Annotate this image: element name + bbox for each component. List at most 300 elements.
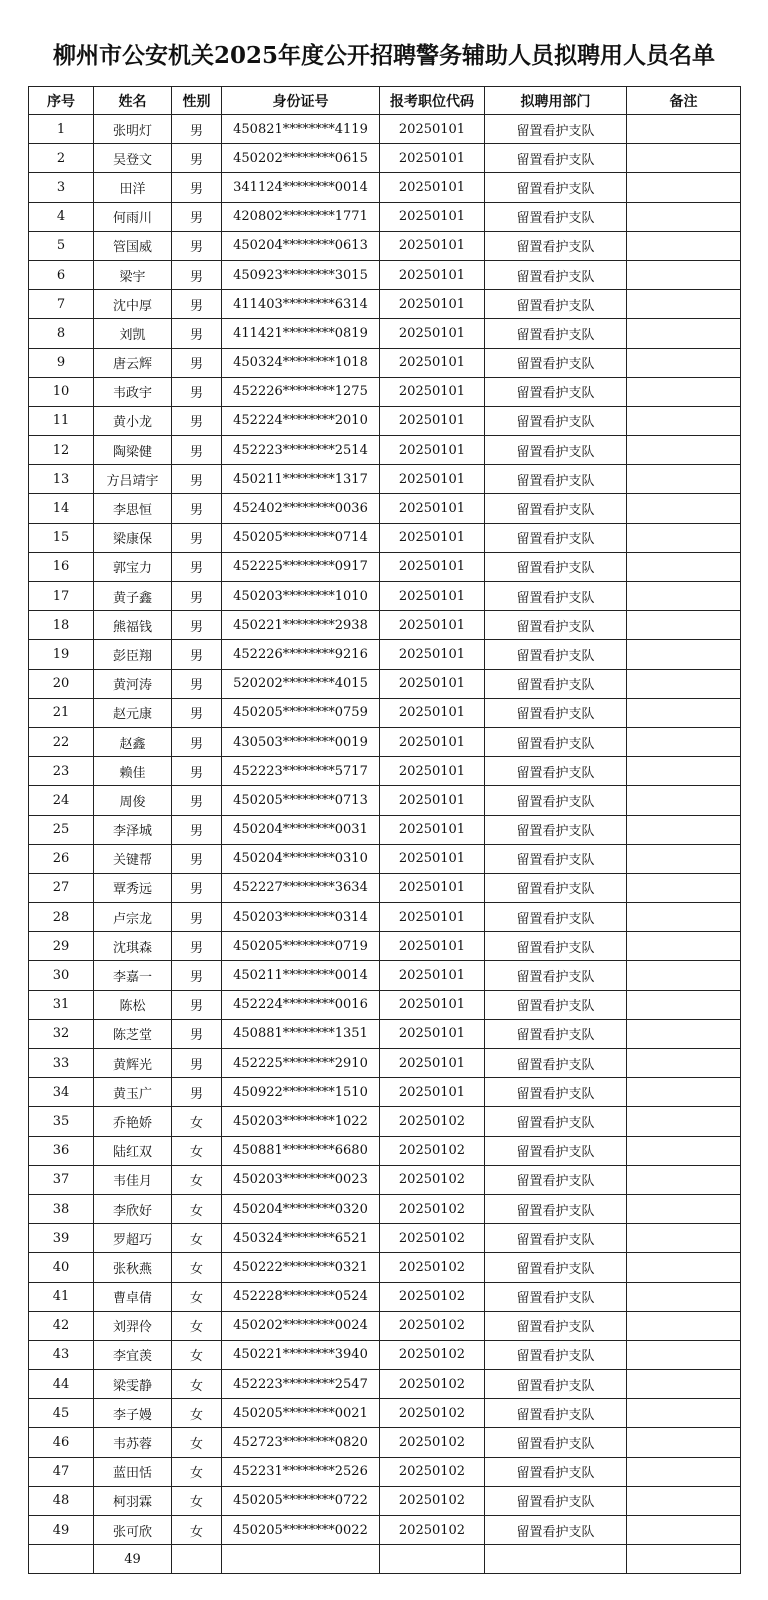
cell-name: 韦政宇 — [94, 377, 172, 406]
cell-no: 37 — [29, 1165, 94, 1194]
cell-no: 46 — [29, 1428, 94, 1457]
cell-dept: 留置看护支队 — [485, 932, 627, 961]
cell-code: 20250101 — [380, 757, 485, 786]
cell-dept: 留置看护支队 — [485, 844, 627, 873]
cell-dept: 留置看护支队 — [485, 698, 627, 727]
cell-code: 20250101 — [380, 260, 485, 289]
cell-dept: 留置看护支队 — [485, 1399, 627, 1428]
cell-no: 10 — [29, 377, 94, 406]
cell-dept: 留置看护支队 — [485, 1311, 627, 1340]
cell-no: 6 — [29, 260, 94, 289]
cell-dept: 留置看护支队 — [485, 1049, 627, 1078]
cell-gender: 女 — [172, 1107, 222, 1136]
cell-no: 15 — [29, 523, 94, 552]
cell-no: 24 — [29, 786, 94, 815]
cell-no: 38 — [29, 1194, 94, 1223]
cell-note — [627, 1399, 741, 1428]
table-row — [29, 377, 741, 406]
cell-note — [627, 406, 741, 435]
cell-no: 35 — [29, 1107, 94, 1136]
cell-note — [627, 1516, 741, 1545]
cell-id: 450202********0615 — [222, 144, 380, 173]
cell-note — [627, 1545, 741, 1574]
cell-gender: 男 — [172, 260, 222, 289]
cell-code: 20250102 — [380, 1282, 485, 1311]
cell-no: 34 — [29, 1078, 94, 1107]
cell-code: 20250101 — [380, 727, 485, 756]
cell-gender: 男 — [172, 932, 222, 961]
cell-code: 20250101 — [380, 202, 485, 231]
cell-id: 452224********2010 — [222, 406, 380, 435]
cell-gender: 男 — [172, 961, 222, 990]
cell-dept: 留置看护支队 — [485, 873, 627, 902]
cell-gender: 女 — [172, 1399, 222, 1428]
cell-gender: 男 — [172, 786, 222, 815]
cell-dept: 留置看护支队 — [485, 757, 627, 786]
cell-gender: 女 — [172, 1282, 222, 1311]
cell-code: 20250102 — [380, 1486, 485, 1515]
table-row — [29, 494, 741, 523]
table-row — [29, 1253, 741, 1282]
cell-no: 36 — [29, 1136, 94, 1165]
cell-no: 22 — [29, 727, 94, 756]
cell-dept: 留置看护支队 — [485, 903, 627, 932]
cell-note — [627, 961, 741, 990]
cell-no: 17 — [29, 582, 94, 611]
table-row — [29, 961, 741, 990]
table-row — [29, 582, 741, 611]
cell-code: 20250102 — [380, 1107, 485, 1136]
cell-gender: 女 — [172, 1224, 222, 1253]
cell-note — [627, 1107, 741, 1136]
table-row — [29, 1370, 741, 1399]
cell-no: 43 — [29, 1340, 94, 1369]
cell-id: 450204********0320 — [222, 1194, 380, 1223]
cell-note — [627, 1194, 741, 1223]
table-row — [29, 1019, 741, 1048]
cell-note — [627, 115, 741, 144]
table-row — [29, 640, 741, 669]
cell-dept: 留置看护支队 — [485, 465, 627, 494]
cell-name: 梁雯静 — [94, 1370, 172, 1399]
cell-gender: 男 — [172, 406, 222, 435]
cell-id: 450204********0613 — [222, 231, 380, 260]
cell-dept: 留置看护支队 — [485, 961, 627, 990]
cell-dept: 留置看护支队 — [485, 669, 627, 698]
cell-dept: 留置看护支队 — [485, 640, 627, 669]
cell-code: 20250102 — [380, 1224, 485, 1253]
cell-id: 450324********1018 — [222, 348, 380, 377]
cell-gender: 男 — [172, 319, 222, 348]
cell-code: 20250101 — [380, 1078, 485, 1107]
cell-name: 梁宇 — [94, 260, 172, 289]
cell-name: 梁康保 — [94, 523, 172, 552]
cell-note — [627, 231, 741, 260]
cell-code: 20250101 — [380, 815, 485, 844]
cell-code: 20250101 — [380, 669, 485, 698]
total-row — [29, 1545, 741, 1574]
table-row — [29, 173, 741, 202]
table-row — [29, 786, 741, 815]
cell-dept — [485, 1545, 627, 1574]
cell-name: 李泽城 — [94, 815, 172, 844]
cell-note — [627, 348, 741, 377]
cell-id: 450204********0031 — [222, 815, 380, 844]
cell-code: 20250101 — [380, 552, 485, 581]
cell-gender — [172, 1545, 222, 1574]
cell-note — [627, 903, 741, 932]
cell-code: 20250101 — [380, 377, 485, 406]
cell-gender: 男 — [172, 231, 222, 260]
cell-no: 25 — [29, 815, 94, 844]
cell-gender: 女 — [172, 1428, 222, 1457]
cell-name: 张明灯 — [94, 115, 172, 144]
cell-no: 39 — [29, 1224, 94, 1253]
cell-name: 周俊 — [94, 786, 172, 815]
cell-id: 450211********1317 — [222, 465, 380, 494]
table-row — [29, 1340, 741, 1369]
cell-code: 20250102 — [380, 1457, 485, 1486]
cell-note — [627, 582, 741, 611]
cell-gender: 男 — [172, 552, 222, 581]
cell-name: 郭宝力 — [94, 552, 172, 581]
cell-dept: 留置看护支队 — [485, 1486, 627, 1515]
cell-dept: 留置看护支队 — [485, 1516, 627, 1545]
cell-gender: 男 — [172, 1019, 222, 1048]
cell-gender: 男 — [172, 290, 222, 319]
table-row — [29, 932, 741, 961]
roster-table — [28, 86, 741, 1574]
cell-id: 452231********2526 — [222, 1457, 380, 1486]
cell-note — [627, 1428, 741, 1457]
cell-note — [627, 786, 741, 815]
cell-no: 21 — [29, 698, 94, 727]
cell-note — [627, 436, 741, 465]
cell-dept: 留置看护支队 — [485, 1457, 627, 1486]
cell-name: 黄河涛 — [94, 669, 172, 698]
cell-dept: 留置看护支队 — [485, 173, 627, 202]
cell-no: 29 — [29, 932, 94, 961]
cell-no: 48 — [29, 1486, 94, 1515]
cell-code: 20250101 — [380, 611, 485, 640]
cell-note — [627, 1370, 741, 1399]
cell-dept: 留置看护支队 — [485, 1136, 627, 1165]
cell-dept: 留置看护支队 — [485, 990, 627, 1019]
cell-gender: 女 — [172, 1486, 222, 1515]
cell-id: 450922********1510 — [222, 1078, 380, 1107]
cell-dept: 留置看护支队 — [485, 231, 627, 260]
cell-code: 20250102 — [380, 1253, 485, 1282]
cell-id: 450203********0023 — [222, 1165, 380, 1194]
cell-code: 20250101 — [380, 523, 485, 552]
cell-code: 20250101 — [380, 290, 485, 319]
cell-dept: 留置看护支队 — [485, 552, 627, 581]
table-row — [29, 465, 741, 494]
table-row — [29, 1224, 741, 1253]
cell-dept: 留置看护支队 — [485, 582, 627, 611]
cell-no — [29, 1545, 94, 1574]
cell-dept: 留置看护支队 — [485, 144, 627, 173]
cell-id: 450204********0310 — [222, 844, 380, 873]
cell-id — [222, 1545, 380, 1574]
cell-id: 450881********6680 — [222, 1136, 380, 1165]
cell-id: 450324********6521 — [222, 1224, 380, 1253]
cell-id: 452223********2514 — [222, 436, 380, 465]
table-row — [29, 757, 741, 786]
cell-note — [627, 1253, 741, 1282]
cell-gender: 女 — [172, 1516, 222, 1545]
cell-no: 40 — [29, 1253, 94, 1282]
cell-code: 20250101 — [380, 961, 485, 990]
table-row — [29, 202, 741, 231]
cell-note — [627, 260, 741, 289]
cell-no: 20 — [29, 669, 94, 698]
cell-id: 450222********0321 — [222, 1253, 380, 1282]
cell-code: 20250101 — [380, 990, 485, 1019]
cell-code: 20250102 — [380, 1428, 485, 1457]
cell-name: 49 — [94, 1545, 172, 1574]
cell-note — [627, 290, 741, 319]
cell-note — [627, 1340, 741, 1369]
cell-gender: 男 — [172, 844, 222, 873]
cell-dept: 留置看护支队 — [485, 1165, 627, 1194]
cell-gender: 男 — [172, 377, 222, 406]
cell-gender: 男 — [172, 173, 222, 202]
table-row — [29, 436, 741, 465]
cell-gender: 男 — [172, 990, 222, 1019]
cell-id: 452225********0917 — [222, 552, 380, 581]
cell-gender: 女 — [172, 1253, 222, 1282]
cell-gender: 男 — [172, 757, 222, 786]
cell-id: 450203********1022 — [222, 1107, 380, 1136]
cell-gender: 女 — [172, 1340, 222, 1369]
cell-id: 450205********0714 — [222, 523, 380, 552]
table-row — [29, 1486, 741, 1515]
cell-code: 20250101 — [380, 465, 485, 494]
table-row — [29, 1107, 741, 1136]
table-row — [29, 1428, 741, 1457]
cell-name: 李欣好 — [94, 1194, 172, 1223]
cell-dept: 留置看护支队 — [485, 290, 627, 319]
cell-name: 乔艳娇 — [94, 1107, 172, 1136]
cell-dept: 留置看护支队 — [485, 1282, 627, 1311]
cell-code: 20250102 — [380, 1399, 485, 1428]
cell-name: 彭臣翔 — [94, 640, 172, 669]
cell-gender: 男 — [172, 698, 222, 727]
cell-note — [627, 202, 741, 231]
table-row — [29, 611, 741, 640]
cell-name: 吴登文 — [94, 144, 172, 173]
cell-id: 450202********0024 — [222, 1311, 380, 1340]
cell-id: 452402********0036 — [222, 494, 380, 523]
cell-no: 2 — [29, 144, 94, 173]
cell-id: 452224********0016 — [222, 990, 380, 1019]
cell-dept: 留置看护支队 — [485, 319, 627, 348]
cell-dept: 留置看护支队 — [485, 1078, 627, 1107]
cell-name: 黄玉广 — [94, 1078, 172, 1107]
cell-dept: 留置看护支队 — [485, 494, 627, 523]
cell-note — [627, 1019, 741, 1048]
table-row — [29, 260, 741, 289]
cell-note — [627, 640, 741, 669]
cell-name: 韦佳月 — [94, 1165, 172, 1194]
page-title: 柳州市公安机关2025年度公开招聘警务辅助人员拟聘用人员名单 — [52, 42, 715, 69]
table-row — [29, 698, 741, 727]
table-row — [29, 815, 741, 844]
table-row — [29, 873, 741, 902]
header-id: 身份证号 — [222, 87, 380, 115]
table-row — [29, 1457, 741, 1486]
header-gender: 性别 — [172, 87, 222, 115]
cell-note — [627, 1282, 741, 1311]
cell-name: 田洋 — [94, 173, 172, 202]
table-row — [29, 523, 741, 552]
cell-note — [627, 1136, 741, 1165]
cell-note — [627, 815, 741, 844]
table-row — [29, 1399, 741, 1428]
cell-no: 13 — [29, 465, 94, 494]
cell-name: 黄子鑫 — [94, 582, 172, 611]
cell-code: 20250101 — [380, 173, 485, 202]
cell-code: 20250102 — [380, 1370, 485, 1399]
cell-id: 452223********5717 — [222, 757, 380, 786]
cell-id: 452228********0524 — [222, 1282, 380, 1311]
cell-id: 452226********1275 — [222, 377, 380, 406]
table-row — [29, 1049, 741, 1078]
cell-id: 452227********3634 — [222, 873, 380, 902]
cell-no: 32 — [29, 1019, 94, 1048]
cell-id: 411403********6314 — [222, 290, 380, 319]
cell-name: 沈中厚 — [94, 290, 172, 319]
cell-note — [627, 1165, 741, 1194]
table-row — [29, 727, 741, 756]
cell-id: 450205********0713 — [222, 786, 380, 815]
table-row — [29, 903, 741, 932]
cell-dept: 留置看护支队 — [485, 115, 627, 144]
cell-no: 44 — [29, 1370, 94, 1399]
cell-name: 蓝田恬 — [94, 1457, 172, 1486]
cell-no: 3 — [29, 173, 94, 202]
cell-no: 8 — [29, 319, 94, 348]
cell-gender: 男 — [172, 669, 222, 698]
cell-note — [627, 319, 741, 348]
cell-code — [380, 1545, 485, 1574]
cell-name: 陆红双 — [94, 1136, 172, 1165]
cell-id: 341124********0014 — [222, 173, 380, 202]
cell-id: 452723********0820 — [222, 1428, 380, 1457]
cell-name: 管国威 — [94, 231, 172, 260]
cell-code: 20250102 — [380, 1516, 485, 1545]
cell-no: 16 — [29, 552, 94, 581]
cell-gender: 男 — [172, 348, 222, 377]
cell-dept: 留置看护支队 — [485, 377, 627, 406]
cell-gender: 男 — [172, 873, 222, 902]
cell-name: 赵鑫 — [94, 727, 172, 756]
cell-id: 430503********0019 — [222, 727, 380, 756]
cell-code: 20250101 — [380, 903, 485, 932]
cell-note — [627, 494, 741, 523]
cell-name: 韦苏蓉 — [94, 1428, 172, 1457]
cell-dept: 留置看护支队 — [485, 1107, 627, 1136]
cell-note — [627, 844, 741, 873]
cell-code: 20250101 — [380, 231, 485, 260]
cell-id: 450205********0719 — [222, 932, 380, 961]
cell-gender: 女 — [172, 1165, 222, 1194]
cell-no: 33 — [29, 1049, 94, 1078]
cell-no: 1 — [29, 115, 94, 144]
cell-no: 47 — [29, 1457, 94, 1486]
cell-name: 李嘉一 — [94, 961, 172, 990]
cell-no: 30 — [29, 961, 94, 990]
cell-dept: 留置看护支队 — [485, 1194, 627, 1223]
cell-dept: 留置看护支队 — [485, 727, 627, 756]
cell-name: 李思恒 — [94, 494, 172, 523]
cell-no: 23 — [29, 757, 94, 786]
header-no: 序号 — [29, 87, 94, 115]
cell-name: 覃秀远 — [94, 873, 172, 902]
cell-id: 450881********1351 — [222, 1019, 380, 1048]
cell-no: 18 — [29, 611, 94, 640]
cell-dept: 留置看护支队 — [485, 260, 627, 289]
cell-code: 20250101 — [380, 115, 485, 144]
cell-dept: 留置看护支队 — [485, 348, 627, 377]
cell-id: 450821********4119 — [222, 115, 380, 144]
cell-name: 方吕靖宇 — [94, 465, 172, 494]
cell-gender: 男 — [172, 1078, 222, 1107]
cell-dept: 留置看护支队 — [485, 406, 627, 435]
cell-dept: 留置看护支队 — [485, 1224, 627, 1253]
cell-code: 20250101 — [380, 698, 485, 727]
cell-no: 42 — [29, 1311, 94, 1340]
cell-name: 张秋燕 — [94, 1253, 172, 1282]
cell-id: 450203********1010 — [222, 582, 380, 611]
cell-name: 刘凯 — [94, 319, 172, 348]
cell-id: 450923********3015 — [222, 260, 380, 289]
cell-id: 450211********0014 — [222, 961, 380, 990]
cell-name: 何雨川 — [94, 202, 172, 231]
cell-note — [627, 523, 741, 552]
cell-id: 420802********1771 — [222, 202, 380, 231]
cell-code: 20250101 — [380, 494, 485, 523]
cell-code: 20250101 — [380, 873, 485, 902]
cell-code: 20250101 — [380, 786, 485, 815]
cell-dept: 留置看护支队 — [485, 815, 627, 844]
cell-note — [627, 1049, 741, 1078]
cell-no: 14 — [29, 494, 94, 523]
cell-id: 450221********2938 — [222, 611, 380, 640]
cell-gender: 女 — [172, 1457, 222, 1486]
cell-name: 张可欣 — [94, 1516, 172, 1545]
cell-name: 曹卓倩 — [94, 1282, 172, 1311]
cell-no: 45 — [29, 1399, 94, 1428]
table-row — [29, 144, 741, 173]
cell-note — [627, 1457, 741, 1486]
cell-name: 赵元康 — [94, 698, 172, 727]
table-row — [29, 844, 741, 873]
cell-note — [627, 552, 741, 581]
header-name: 姓名 — [94, 87, 172, 115]
cell-name: 黄辉光 — [94, 1049, 172, 1078]
cell-gender: 女 — [172, 1370, 222, 1399]
cell-code: 20250101 — [380, 932, 485, 961]
table-row — [29, 990, 741, 1019]
cell-id: 452223********2547 — [222, 1370, 380, 1399]
cell-name: 沈琪森 — [94, 932, 172, 961]
table-row — [29, 290, 741, 319]
header-code: 报考职位代码 — [380, 87, 485, 115]
cell-gender: 女 — [172, 1136, 222, 1165]
cell-note — [627, 990, 741, 1019]
